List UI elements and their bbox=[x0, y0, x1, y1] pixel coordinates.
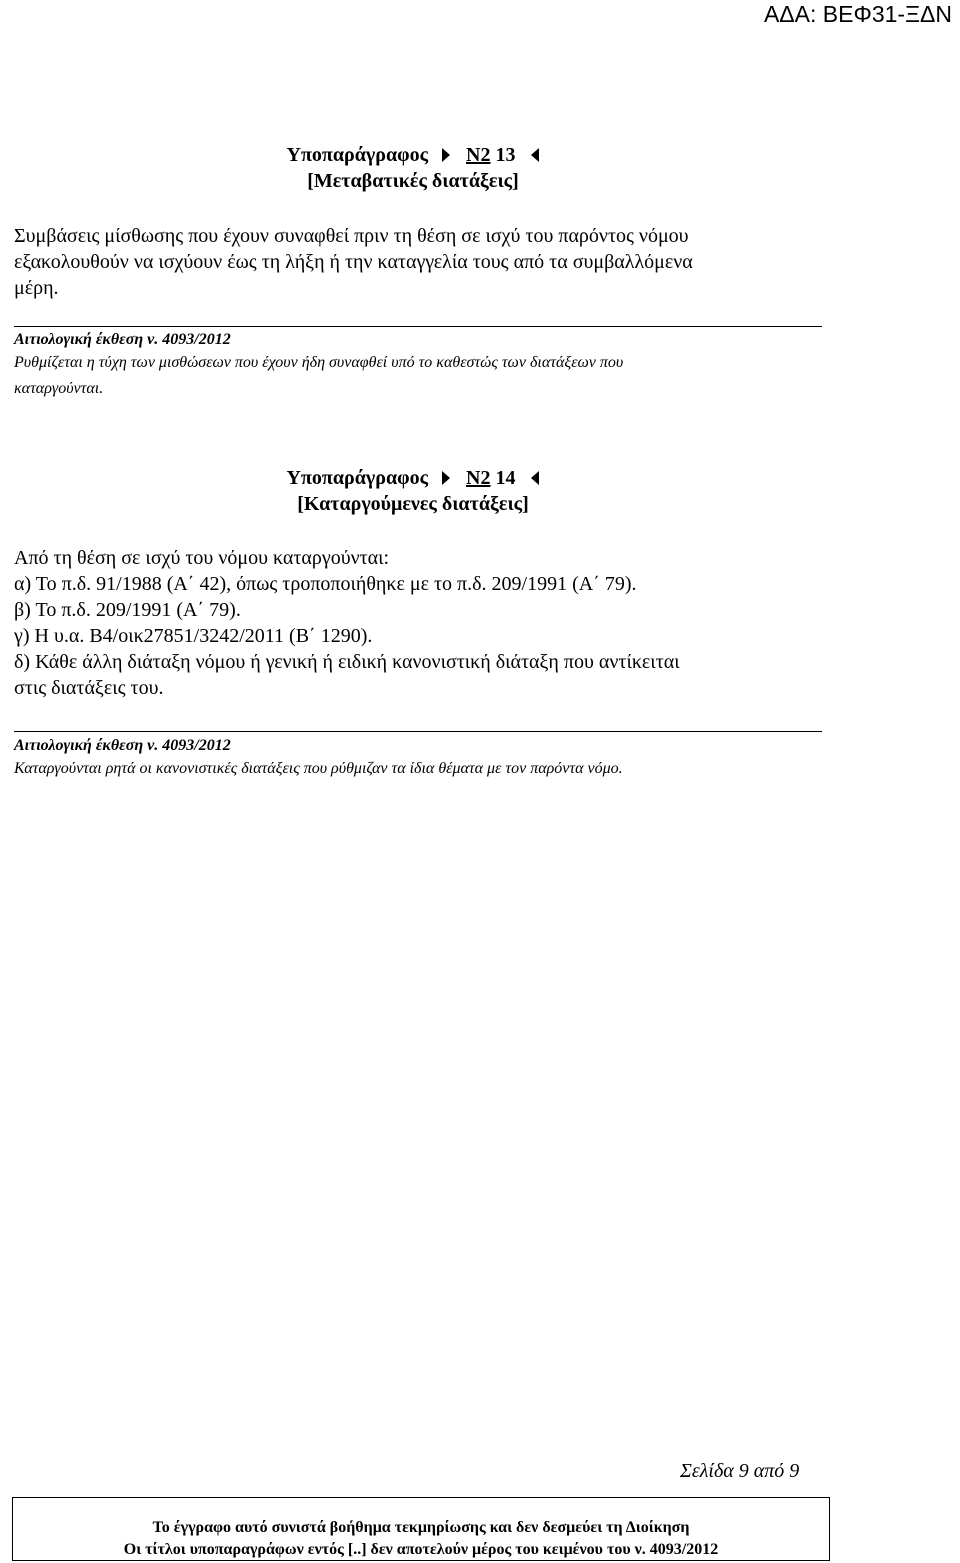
subparagraph-label: Υποπαράγραφος bbox=[286, 144, 429, 166]
page-number: Σελίδα 9 από 9 bbox=[680, 1460, 800, 1482]
body-line: Από τη θέση σε ισχύ του νόμου καταργούνται: bbox=[14, 547, 390, 569]
body-line: α) Το π.δ. 91/1988 (Α΄ 42), όπως τροποποιήθηκε με το π.δ. 209/1991 (Α΄ 79). bbox=[14, 573, 637, 595]
report-line: Καταργούνται ρητά οι κανονιστικές διατάξεις που ρύθμιζαν τα ίδια θέματα με τον παρόντα νόμο. bbox=[14, 760, 623, 777]
subparagraph-14-heading bbox=[0, 465, 826, 517]
triangle-left-icon bbox=[531, 148, 539, 162]
body-line: στις διατάξεις του. bbox=[14, 677, 164, 699]
triangle-right-icon bbox=[442, 148, 450, 162]
explanatory-report-title: Αιτιολογική έκθεση ν. 4093/2012 bbox=[14, 331, 231, 348]
explanatory-report-title: Αιτιολογική έκθεση ν. 4093/2012 bbox=[14, 737, 231, 754]
disclaimer-line: Το έγγραφο αυτό συνιστά βοήθημα τεκμηρίωσης και δεν δεσμεύει τη Διοίκηση bbox=[152, 1519, 690, 1536]
subparagraph-code-prefix: Ν2 bbox=[466, 144, 491, 166]
explanatory-report-text bbox=[14, 350, 824, 402]
subparagraph-title: [Καταργούμενες διατάξεις] bbox=[297, 493, 529, 515]
subparagraph-14-body bbox=[14, 545, 824, 701]
triangle-right-icon bbox=[442, 471, 450, 485]
subparagraph-code-number: 14 bbox=[495, 467, 516, 489]
report-line: καταργούνται. bbox=[14, 380, 104, 397]
body-line: γ) Η υ.α. Β4/οικ27851/3242/2011 (Β΄ 1290). bbox=[14, 625, 373, 647]
explanatory-report-text bbox=[14, 756, 824, 782]
subparagraph-13-body bbox=[14, 223, 824, 301]
divider bbox=[14, 731, 822, 732]
body-line: Συμβάσεις μίσθωσης που έχουν συναφθεί πριν τη θέση σε ισχύ του παρόντος νόμου bbox=[14, 225, 689, 247]
disclaimer-line: Οι τίτλοι υποπαραγράφων εντός [..] δεν αποτελούν μέρος του κειμένου του ν. 4093/2012 bbox=[123, 1541, 719, 1558]
report-line: Ρυθμίζεται η τύχη των μισθώσεων που έχουν ήδη συναφθεί υπό το καθεστώς των διατάξεων που bbox=[14, 354, 624, 371]
subparagraph-code-number: 13 bbox=[495, 144, 516, 166]
body-line: β) Το π.δ. 209/1991 (Α΄ 79). bbox=[14, 599, 241, 621]
ada-code: ΑΔΑ: ΒΕΦ31-ΞΔΝ bbox=[763, 1, 952, 27]
body-line: δ) Κάθε άλλη διάταξη νόμου ή γενική ή ειδική κανονιστική διάταξη που αντίκειται bbox=[14, 651, 680, 673]
body-line: μέρη. bbox=[14, 277, 59, 299]
subparagraph-title: [Μεταβατικές διατάξεις] bbox=[307, 170, 519, 192]
subparagraph-label: Υποπαράγραφος bbox=[286, 467, 429, 489]
triangle-left-icon bbox=[531, 471, 539, 485]
divider bbox=[14, 326, 822, 327]
body-line: εξακολουθούν να ισχύουν έως τη λήξη ή την καταγγελία τους από τα συμβαλλόμενα bbox=[14, 251, 693, 273]
disclaimer-footer bbox=[12, 1497, 830, 1561]
subparagraph-13-heading bbox=[0, 142, 826, 194]
subparagraph-code-prefix: Ν2 bbox=[466, 467, 491, 489]
